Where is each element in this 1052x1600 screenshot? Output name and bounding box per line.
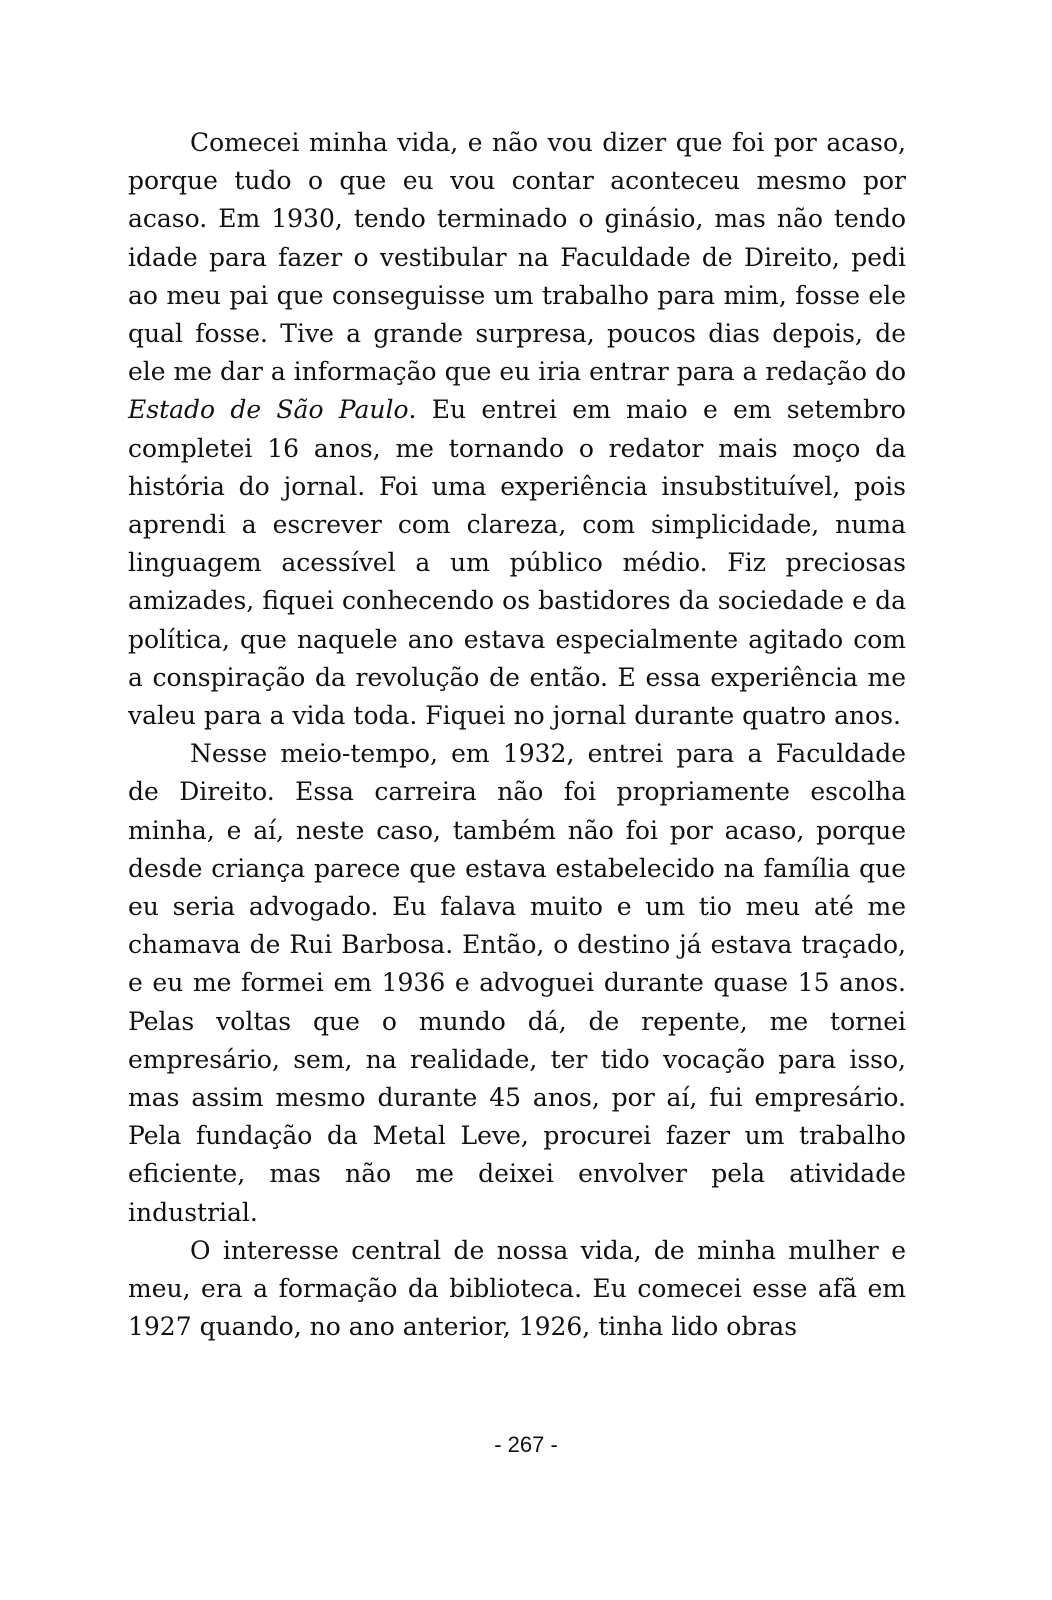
newspaper-title: Estado de São Paulo [128, 395, 409, 425]
paragraph-1-text-start: Comecei minha vida, e não vou dizer que foi por acaso, porque tudo o que eu vou contar aconteceu mesmo por acaso. Em 1930, tendo terminado o ginásio, mas não tendo idade para fazer o vestibular na Faculdade de Direito, pedi ao meu pai que conseguisse um trabalho para mim, fosse ele qual fosse. Tive a grande surpresa, poucos dias depois, de ele me dar a informação que eu iria entrar para a redação do [128, 128, 906, 387]
paragraph-1-text-end: . Eu entrei em maio e em setembro completei 16 anos, me tornando o redator mais moço da história do jornal. Foi uma experiência insubstituível, pois aprendi a escrever com clareza, com simplicidade, numa linguagem acessível a um público médio. Fiz preciosas amizades, fiquei conhecendo os bastidores da sociedade e da política, que naquele ano estava especialmente agitado com a conspiração da revolução de então. E essa experiência me valeu para a vida toda. Fiquei no jornal durante quatro anos. [128, 395, 906, 731]
paragraph-2: Nesse meio-tempo, em 1932, entrei para a Faculdade de Direito. Essa carreira não foi propriamente escolha minha, e aí, neste caso, também não foi por acaso, porque desde criança parece que estava estabelecido na família que eu seria advogado. Eu falava muito e um tio meu até me chamava de Rui Barbosa. Então, o destino já estava traçado, e eu me formei em 1936 e advoguei durante quase 15 anos. Pelas voltas que o mundo dá, de repente, me tornei empresário, sem, na realidade, ter tido vocação para isso, mas assim mesmo durante 45 anos, por aí, fui empresário. Pela fundação da Metal Leve, procurei fazer um trabalho eficiente, mas não me deixei envolver pela atividade industrial. [128, 739, 906, 1227]
page-number: - 267 - [494, 1432, 558, 1457]
paragraph-3: O interesse central de nossa vida, de minha mulher e meu, era a formação da biblioteca. Eu comecei esse afã em 1927 quando, no ano anterior, 1926, tinha lido obras [128, 1235, 906, 1342]
body-text [128, 124, 906, 1347]
paragraph-1 [128, 124, 906, 735]
